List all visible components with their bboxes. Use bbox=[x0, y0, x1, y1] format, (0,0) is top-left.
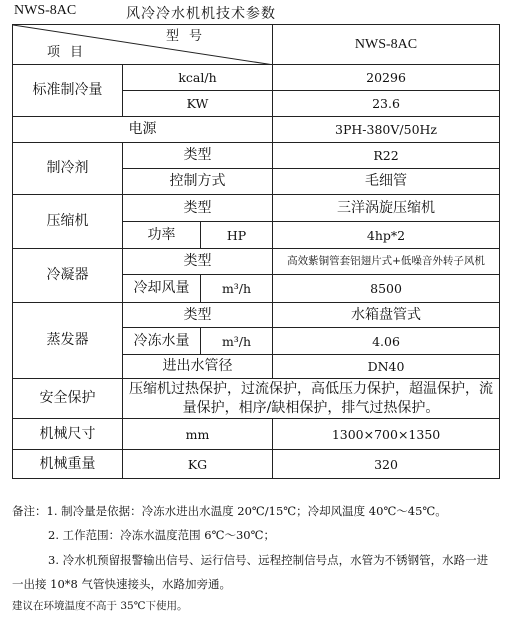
evaporator-type-value: 水箱盘管式 bbox=[273, 303, 500, 328]
table-row bbox=[13, 65, 500, 91]
note-line-1: 备注：1. 制冷量是依据：冷冻水进出水温度 20℃/15℃；冷却风温度 40℃～45℃。 bbox=[12, 504, 447, 518]
cooling-value-kcal: 20296 bbox=[273, 65, 500, 91]
refrigerant-control-label: 控制方式 bbox=[123, 169, 273, 195]
condenser-airflow-label: 冷却风量 bbox=[123, 275, 201, 303]
refrigerant-label: 制冷剂 bbox=[13, 143, 123, 195]
table-row bbox=[13, 195, 500, 222]
power-supply-label: 电源 bbox=[13, 117, 273, 143]
weight-value: 320 bbox=[273, 450, 500, 479]
evaporator-label: 蒸发器 bbox=[13, 303, 123, 379]
power-supply-value: 3PH-380V/50Hz bbox=[273, 117, 500, 143]
header-model-label: 型号 bbox=[166, 29, 213, 44]
model-value: NWS-8AC bbox=[273, 25, 500, 65]
safety-protection-value: 压缩机过热保护，过流保护，高低压力保护，超温保护，流量保护，相序/缺相保护，排气过热保护。 bbox=[123, 379, 500, 419]
pipe-diameter-value: DN40 bbox=[273, 355, 500, 379]
chilled-water-unit: m³/h bbox=[201, 328, 273, 355]
chilled-water-value: 4.06 bbox=[273, 328, 500, 355]
compressor-power-unit: HP bbox=[201, 222, 273, 249]
dimensions-label: 机械尺寸 bbox=[13, 419, 123, 450]
weight-unit: KG bbox=[123, 450, 273, 479]
document-title: 风冷冷水机机技术参数 bbox=[126, 6, 276, 22]
weight-label: 机械重量 bbox=[13, 450, 123, 479]
note-line-3: 3. 冷水机预留报警输出信号、运行信号、远程控制信号点，水管为不锈钢管，水路一进 bbox=[48, 553, 489, 567]
document-header bbox=[0, 0, 508, 24]
condenser-airflow-unit: m³/h bbox=[201, 275, 273, 303]
table-row bbox=[13, 303, 500, 328]
refrigerant-type-label: 类型 bbox=[123, 143, 273, 169]
header-item-label: 项目 bbox=[47, 45, 94, 60]
table-row bbox=[13, 450, 500, 479]
footer-note: 建议在环境温度不高于 35℃下使用。 bbox=[12, 600, 188, 612]
condenser-type-label: 类型 bbox=[123, 249, 273, 275]
cooling-value-kw: 23.6 bbox=[273, 91, 500, 117]
model-code-heading: NWS-8AC bbox=[14, 3, 77, 18]
table-row bbox=[13, 419, 500, 450]
table-header-row bbox=[13, 25, 500, 65]
compressor-type-value: 三洋涡旋压缩机 bbox=[273, 195, 500, 222]
refrigerant-type-value: R22 bbox=[273, 143, 500, 169]
compressor-power-value: 4hp*2 bbox=[273, 222, 500, 249]
table-row bbox=[13, 143, 500, 169]
spec-table bbox=[12, 24, 500, 479]
condenser-label: 冷凝器 bbox=[13, 249, 123, 303]
note-line-2: 2. 工作范围：冷冻水温度范围 6℃～30℃； bbox=[48, 528, 275, 542]
cooling-unit-kcal: kcal/h bbox=[123, 65, 273, 91]
dimensions-value: 1300×700×1350 bbox=[273, 419, 500, 450]
diagonal-header-cell bbox=[13, 25, 273, 65]
table-row bbox=[13, 117, 500, 143]
compressor-type-label: 类型 bbox=[123, 195, 273, 222]
condenser-type-value: 高效紫铜管套铝翅片式+低噪音外转子风机 bbox=[273, 249, 500, 275]
compressor-label: 压缩机 bbox=[13, 195, 123, 249]
dimensions-unit: mm bbox=[123, 419, 273, 450]
evaporator-type-label: 类型 bbox=[123, 303, 273, 328]
cooling-unit-kw: KW bbox=[123, 91, 273, 117]
compressor-power-label: 功率 bbox=[123, 222, 201, 249]
pipe-diameter-label: 进出水管径 bbox=[123, 355, 273, 379]
cooling-capacity-label: 标准制冷量 bbox=[13, 65, 123, 117]
table-row bbox=[13, 249, 500, 275]
refrigerant-control-value: 毛细管 bbox=[273, 169, 500, 195]
table-row bbox=[13, 379, 500, 419]
chilled-water-label: 冷冻水量 bbox=[123, 328, 201, 355]
safety-protection-label: 安全保护 bbox=[13, 379, 123, 419]
note-line-4: 一出接 10*8 气管快速接头，水路加旁通。 bbox=[12, 577, 232, 591]
condenser-airflow-value: 8500 bbox=[273, 275, 500, 303]
